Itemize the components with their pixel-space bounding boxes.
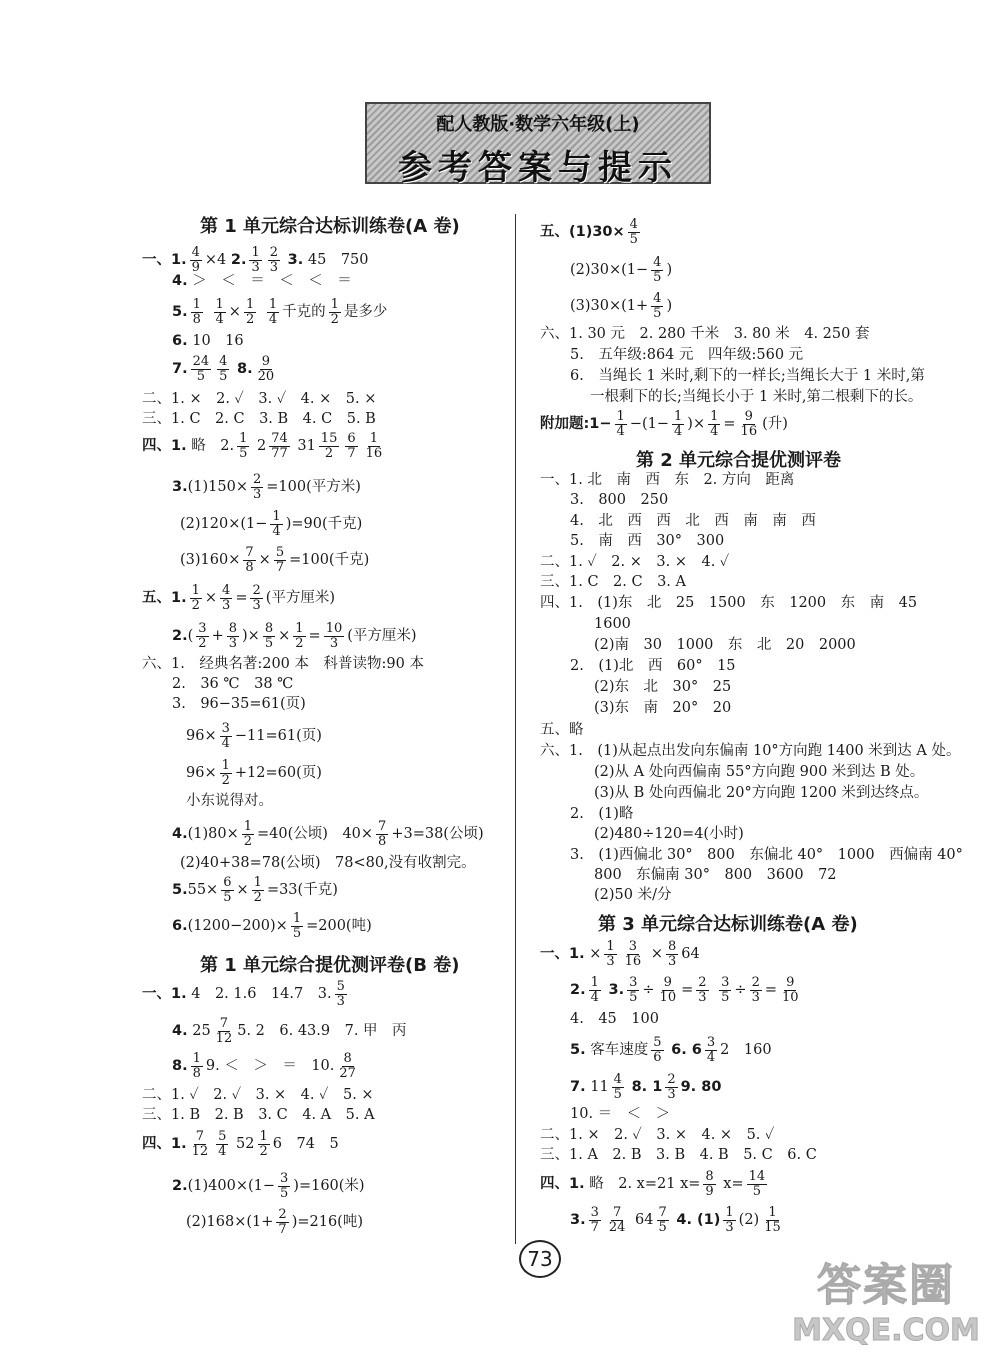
fraction-numerator: 24 — [192, 354, 210, 369]
fraction-denominator: 5 — [264, 635, 274, 651]
fraction-numerator: 7 — [378, 819, 387, 834]
answer-line: 2.( $\frac{3}{2}$ + $\frac{8}{3}$ )× $\frac{8}{5}$ × $\frac{1}{2}$ = $\frac{10}{3}$ (平方厘米) — [172, 621, 417, 651]
answer-line: 2. (1)北 西 60° 15 — [570, 658, 736, 674]
fraction-numerator: 2 — [269, 245, 279, 260]
fraction-numerator: 6 — [347, 431, 356, 446]
fraction-denominator: 3 — [606, 953, 615, 969]
fraction-denominator: 5 — [613, 1086, 622, 1102]
answer-line: (2)30×(1− $\frac{4}{5}$ ) — [570, 255, 673, 285]
fraction — [750, 976, 762, 1004]
fraction-numerator: 1 — [710, 409, 719, 424]
fraction-numerator: 6 — [223, 875, 232, 890]
fraction — [615, 410, 627, 438]
fraction-denominator: 5 — [219, 368, 228, 384]
fraction-numerator: 1 — [725, 1205, 734, 1220]
fraction-numerator: 7 — [219, 1016, 229, 1031]
fraction — [628, 218, 640, 246]
header-title: 参考答案与提示 — [398, 148, 678, 188]
answer-line: 六、1. 30 元 2. 280 千米 3. 80 米 4. 250 套 — [540, 326, 870, 342]
fraction-denominator: 10 — [782, 989, 799, 1005]
fraction — [221, 876, 233, 904]
answer-line: 5. 五年级:864 元 四年级:560 元 — [570, 347, 804, 363]
answer-line: 5.55× $\frac{6}{5}$ × $\frac{1}{2}$ =33(千克) — [172, 875, 338, 905]
fraction-denominator: 7 — [590, 1219, 599, 1235]
fraction-denominator: 2 — [221, 772, 230, 788]
fraction-denominator: 7 — [347, 445, 356, 461]
fraction-numerator: 74 — [271, 431, 288, 446]
fraction — [319, 432, 340, 460]
fraction — [291, 912, 303, 940]
fraction-numerator: 3 — [706, 1035, 716, 1050]
fraction-numerator: 3 — [628, 939, 638, 954]
fraction-numerator: 5 — [218, 1129, 227, 1144]
fraction — [657, 1206, 669, 1234]
fraction — [708, 410, 720, 438]
fraction — [190, 246, 202, 274]
fraction-numerator: 1 — [606, 939, 615, 954]
answer-line: 6. 当绳长 1 米时,剩下的一样长;当绳长大于 1 米时,第 — [570, 368, 925, 384]
answer-line: (2)480÷120=4(小时) — [594, 826, 744, 842]
fraction-denominator: 2 — [243, 833, 253, 849]
answer-line: (2)南 30 1000 东 北 20 2000 — [594, 637, 856, 653]
fraction — [258, 1130, 270, 1158]
fraction-numerator: 1 — [674, 409, 683, 424]
fraction-numerator: 2 — [698, 975, 707, 990]
answer-line: (3)东 南 20° 20 — [594, 700, 732, 716]
answer-line: 4. ＞ ＜ ＝ ＜ ＜ ＝ — [172, 273, 352, 289]
fraction-denominator: 8 — [378, 833, 387, 849]
fraction-denominator: 4 — [272, 523, 281, 539]
fraction — [276, 1208, 288, 1236]
answer-line: 4. 45 100 — [570, 1011, 659, 1027]
fraction-numerator: 1 — [221, 758, 230, 773]
header-subtitle: 配人教版·数学六年级(上) — [436, 114, 640, 135]
fraction-denominator: 5 — [196, 368, 206, 384]
fraction-denominator: 2 — [253, 889, 262, 905]
fraction-numerator: 3 — [280, 1171, 289, 1186]
section-heading-unit1-a: 第 1 单元综合达标训练卷(A 卷) — [200, 216, 460, 237]
answer-line: 六、1. 经典名著:200 本 科普读物:90 本 — [142, 656, 424, 672]
answer-line: (3)从 B 处向西偏北 20°方向跑 1200 米到达终点。 — [594, 785, 929, 801]
fraction-denominator: 3 — [725, 1219, 734, 1235]
fraction-numerator: 1 — [259, 1129, 268, 1144]
answer-line: 2. $\frac{1}{4}$ 3. $\frac{3}{5}$ ÷ $\frac{9}{10}$ = $\frac{2}{3}$ $\frac{3}{5}$ ÷ $\frac{2}{3}$ = $\frac{9}{10}$ — [570, 975, 799, 1005]
answer-line: 4. 北 西 西 北 西 南 南 西 — [570, 513, 816, 529]
fraction-denominator: 9 — [705, 1183, 714, 1199]
fraction-denominator: 5 — [292, 925, 302, 941]
page-number — [510, 1240, 570, 1280]
fraction-denominator: 77 — [271, 445, 288, 461]
fraction — [665, 1073, 677, 1101]
fraction-numerator: 4 — [653, 291, 662, 306]
answer-line: 一、1. × $\frac{1}{3}$ $\frac{3}{16}$ × $\frac{8}{3}$ 64 — [540, 939, 700, 969]
answer-line: 三、1. C 2. C 3. B 4. C 5. B — [142, 411, 376, 427]
fraction-numerator: 1 — [369, 431, 379, 446]
fraction-denominator: 5 — [629, 231, 638, 247]
fraction — [658, 976, 679, 1004]
answer-line: 小东说得对。 — [186, 793, 273, 809]
fraction — [243, 546, 255, 574]
fraction — [719, 976, 731, 1004]
answer-line: (2)40+38=78(公顷) 78<80,没有收割完。 — [180, 855, 476, 871]
fraction — [666, 940, 678, 968]
fraction-numerator: 1 — [272, 509, 281, 524]
answer-line: 二、1. × 2. ✓ 3. × 4. × 5. ✓ — [540, 1127, 775, 1143]
fraction-numerator: 1 — [590, 975, 599, 990]
answer-line: 3. $\frac{3}{7}$ $\frac{7}{24}$ 64 $\frac{7}{5}$ 4. (1) $\frac{1}{3}$ (2) $\frac{1}{15}$ — [570, 1205, 781, 1235]
answer-line: 四、1. 略 2. $\frac{1}{5}$ 2 $\frac{74}{77}$ 31 $\frac{15}{2}$ $\frac{6}{7}$ $\frac{1}{16}$ — [142, 431, 383, 461]
fraction-numerator: 1 — [768, 1205, 777, 1220]
watermark-url: MXQE.COM — [792, 1313, 980, 1348]
fraction — [278, 1172, 290, 1200]
fraction — [612, 1073, 624, 1101]
answer-line: 6.(1200−200)× $\frac{1}{5}$ =200(吨) — [172, 911, 372, 941]
fraction — [242, 820, 254, 848]
fraction-denominator: 16 — [740, 423, 758, 439]
answer-line: 5. 客车速度 $\frac{5}{6}$ 6. 6 $\frac{3}{4}$ 2 160 — [570, 1035, 772, 1065]
fraction-denominator: 2 — [295, 635, 304, 651]
fraction — [268, 246, 280, 274]
fraction-numerator: 8 — [343, 1051, 352, 1066]
fraction-denominator: 2 — [324, 445, 334, 461]
fraction — [739, 410, 760, 438]
fraction-numerator: 2 — [751, 975, 760, 990]
answer-line: 四、1. 略 2. x=21 x= $\frac{8}{9}$ x= $\frac{14}{5}$ — [540, 1169, 766, 1199]
answer-line: 3. 800 250 — [570, 492, 669, 508]
fraction — [191, 1052, 203, 1080]
answer-line: 1600 — [594, 616, 631, 632]
fraction-denominator: 15 — [764, 1219, 781, 1235]
answer-line: 一、1. $\frac{4}{9}$ ×4 2. $\frac{1}{3}$ $\frac{2}{3}$ 3. 45 750 — [142, 245, 369, 275]
fraction — [270, 510, 282, 538]
fraction — [780, 976, 801, 1004]
answer-line: 一、1. 北 南 西 东 2. 方向 距离 — [540, 472, 795, 488]
fraction-numerator: 15 — [320, 431, 338, 446]
fraction — [696, 976, 708, 1004]
fraction-numerator: 9 — [786, 975, 795, 990]
fraction-numerator: 9 — [744, 409, 753, 424]
answer-line: 96× $\frac{3}{4}$ −11=61(页) — [186, 721, 322, 751]
fraction — [604, 940, 616, 968]
answer-line: 六、1. (1)从起点出发向东偏南 10°方向跑 1400 米到达 A 处。 — [540, 743, 961, 759]
fraction-denominator: 2 — [330, 311, 339, 327]
answer-line: 3.(1)150× $\frac{2}{3}$ =100(平方米) — [172, 472, 361, 502]
answer-line: 3. 96−35=61(页) — [172, 696, 306, 712]
fraction — [237, 432, 249, 460]
fraction — [329, 298, 341, 326]
fraction — [191, 355, 212, 383]
fraction — [274, 546, 286, 574]
answer-line: 三、1. C 2. C 3. A — [540, 574, 686, 590]
fraction-numerator: 2 — [252, 583, 261, 598]
header-banner — [365, 102, 711, 188]
fraction-numerator: 8 — [264, 621, 274, 636]
fraction-numerator: 2 — [252, 472, 262, 487]
fraction-denominator: 4 — [221, 735, 230, 751]
fraction — [220, 759, 232, 787]
answer-line: 96× $\frac{1}{2}$ +12=60(页) — [186, 758, 322, 788]
fraction — [589, 1206, 601, 1234]
fraction-numerator: 3 — [221, 721, 230, 736]
fraction — [214, 298, 226, 326]
fraction-denominator: 3 — [698, 989, 707, 1005]
answer-line: 3. (1)西偏北 30° 800 东偏北 40° 1000 西偏南 40° — [570, 847, 963, 863]
fraction-numerator: 1 — [215, 297, 224, 312]
fraction-denominator: 2 — [259, 1143, 268, 1159]
fraction — [623, 940, 644, 968]
answer-line: 二、1. ✓ 2. × 3. × 4. ✓ — [540, 554, 730, 570]
answer-line: (2)东 北 30° 25 — [594, 679, 732, 695]
answer-line: 一、1. 4 2. 1.6 14.7 3. $\frac{5}{3}$ — [142, 979, 345, 1009]
fraction-denominator: 4 — [616, 423, 625, 439]
fraction — [703, 1170, 715, 1198]
fraction — [651, 256, 663, 284]
fraction-denominator: 16 — [624, 953, 642, 969]
answer-line: 2. (1)略 — [570, 806, 634, 822]
answer-line: 五、略 — [540, 722, 584, 738]
fraction — [651, 1036, 663, 1064]
fraction-numerator: 1 — [239, 431, 248, 446]
fraction-denominator: 3 — [228, 635, 237, 651]
answer-line: (3)160× $\frac{7}{8}$ × $\frac{5}{7}$ =100(千克) — [180, 545, 370, 575]
fraction-denominator: 4 — [268, 311, 278, 327]
fraction-denominator: 16 — [365, 445, 383, 461]
fraction-numerator: 1 — [245, 297, 255, 312]
answer-line: 五、1. $\frac{1}{2}$ × $\frac{4}{3}$ = $\frac{2}{3}$ (平方厘米) — [142, 583, 336, 613]
fraction-denominator: 5 — [721, 989, 730, 1005]
fraction-denominator: 4 — [218, 1143, 227, 1159]
fraction-numerator: 1 — [192, 297, 201, 312]
fraction-denominator: 5 — [653, 305, 662, 321]
fraction-denominator: 4 — [706, 1049, 716, 1065]
fraction — [324, 622, 345, 650]
fraction-denominator: 2 — [191, 597, 200, 613]
fraction-numerator: 1 — [295, 621, 304, 636]
fraction — [252, 876, 264, 904]
answer-line: 2.(1)400×(1− $\frac{3}{5}$ )=160(米) — [172, 1171, 365, 1201]
fraction — [269, 432, 290, 460]
fraction — [220, 722, 232, 750]
fraction-denominator: 5 — [629, 989, 638, 1005]
fraction-numerator: 1 — [268, 297, 278, 312]
answer-line: 五、(1)30× $\frac{4}{5}$ — [540, 217, 638, 247]
fraction — [762, 1206, 783, 1234]
fraction-numerator: 1 — [253, 875, 262, 890]
fraction — [263, 622, 275, 650]
fraction-denominator: 12 — [215, 1030, 233, 1046]
fraction-numerator: 10 — [325, 621, 343, 636]
fraction-denominator: 4 — [215, 311, 224, 327]
answer-line: 7. 11 $\frac{4}{5}$ 8. 1 $\frac{2}{3}$ 9. 80 — [570, 1072, 722, 1102]
fraction-denominator: 7 — [275, 559, 285, 575]
fraction-numerator: 1 — [251, 245, 260, 260]
answer-line: 四、1. (1)东 北 25 1500 东 1200 东 南 45 — [540, 595, 918, 611]
fraction-denominator: 5 — [658, 1219, 667, 1235]
section-heading-unit1-b: 第 1 单元综合提优测评卷(B 卷) — [200, 955, 460, 976]
fraction — [190, 1130, 211, 1158]
fraction — [335, 980, 347, 1008]
answer-line: 二、1. × 2. ✓ 3. ✓ 4. × 5. × — [142, 391, 377, 407]
fraction-denominator: 2 — [245, 311, 255, 327]
fraction-numerator: 5 — [336, 979, 345, 994]
fraction — [672, 410, 684, 438]
answer-line: 7. $\frac{24}{5}$ $\frac{4}{5}$ 8. $\frac{9}{20}$ — [172, 354, 275, 384]
fraction — [705, 1036, 717, 1064]
fraction-denominator: 6 — [653, 1049, 662, 1065]
answer-line: 8. $\frac{1}{8}$ 9. ＜ ＞ ＝ 10. $\frac{8}{27}$ — [172, 1051, 356, 1081]
fraction-numerator: 8 — [667, 939, 677, 954]
answer-line: 800 东偏南 30° 800 3600 72 — [594, 867, 837, 883]
fraction — [337, 1052, 358, 1080]
fraction — [293, 622, 305, 650]
fraction-denominator: 4 — [674, 423, 683, 439]
fraction-numerator: 4 — [191, 245, 200, 260]
fraction-numerator: 9 — [261, 354, 271, 369]
answer-line: 6. 10 16 — [172, 333, 244, 349]
fraction-denominator: 10 — [659, 989, 677, 1005]
column-divider — [515, 214, 516, 1244]
fraction-numerator: 3 — [590, 1205, 599, 1220]
answer-line: 5. 南 西 30° 300 — [570, 533, 725, 549]
fraction — [249, 246, 261, 274]
fraction — [376, 820, 388, 848]
fraction-denominator: 5 — [239, 445, 248, 461]
fraction — [345, 432, 357, 460]
fraction-numerator: 3 — [721, 975, 730, 990]
fraction — [364, 432, 385, 460]
fraction-denominator: 3 — [667, 1086, 676, 1102]
fraction — [589, 976, 601, 1004]
fraction — [190, 584, 202, 612]
fraction-denominator: 4 — [590, 989, 599, 1005]
fraction — [256, 355, 277, 383]
answer-line: 4.(1)80× $\frac{1}{2}$ =40(公顷) 40× $\frac{7}{8}$ +3=38(公顷) — [172, 819, 484, 849]
fraction-denominator: 3 — [222, 597, 231, 613]
fraction-numerator: 14 — [748, 1169, 766, 1184]
fraction — [250, 584, 262, 612]
fraction-numerator: 3 — [629, 975, 638, 990]
fraction-numerator: 4 — [613, 1072, 622, 1087]
fraction-numerator: 1 — [243, 819, 253, 834]
fraction-numerator: 9 — [663, 975, 672, 990]
fraction-denominator: 3 — [751, 989, 760, 1005]
fraction — [651, 292, 663, 320]
fraction-numerator: 4 — [629, 217, 638, 232]
fraction — [214, 1017, 235, 1045]
answer-line: (2)50 米/分 — [594, 887, 672, 903]
fraction — [227, 622, 239, 650]
answer-line: (2)120×(1− $\frac{1}{4}$ )=90(千克) — [180, 509, 363, 539]
answer-line: 一根剩下的长;当绳长小于 1 米时,第二根剩下的长。 — [590, 389, 923, 405]
fraction-denominator: 3 — [252, 597, 261, 613]
fraction-denominator: 5 — [280, 1185, 289, 1201]
fraction-numerator: 4 — [222, 583, 231, 598]
fraction-numerator: 8 — [705, 1169, 714, 1184]
page-number-badge: 73 — [519, 1240, 561, 1278]
fraction — [191, 298, 203, 326]
fraction-denominator: 2 — [198, 635, 207, 651]
fraction-numerator: 7 — [195, 1129, 205, 1144]
fraction-denominator: 8 — [192, 311, 201, 327]
fraction — [627, 976, 639, 1004]
fraction-denominator: 12 — [191, 1143, 209, 1159]
fraction-numerator: 5 — [275, 545, 285, 560]
answer-line: 三、1. A 2. B 3. B 4. B 5. C 6. C — [540, 1147, 817, 1163]
fraction-denominator: 3 — [336, 993, 345, 1009]
fraction-denominator: 8 — [192, 1065, 201, 1081]
fraction-numerator: 7 — [245, 545, 254, 560]
fraction-numerator: 3 — [198, 621, 207, 636]
fraction — [747, 1170, 768, 1198]
fraction-numerator: 2 — [667, 1072, 676, 1087]
answer-line: 4. 25 $\frac{7}{12}$ 5. 2 6. 43.9 7. 甲 丙 — [172, 1016, 407, 1046]
watermark-text: 答案圈 — [817, 1260, 955, 1311]
answer-line: (2)168×(1+ $\frac{2}{7}$ )=216(吨) — [186, 1207, 363, 1237]
fraction-denominator: 3 — [269, 259, 279, 275]
answer-line: (3)30×(1+ $\frac{4}{5}$ ) — [570, 291, 673, 321]
fraction-numerator: 4 — [219, 354, 228, 369]
section-heading-unit3-a: 第 3 单元综合达标训练卷(A 卷) — [598, 914, 858, 935]
fraction-denominator: 3 — [667, 953, 677, 969]
fraction — [244, 298, 256, 326]
fraction-denominator: 4 — [710, 423, 719, 439]
answer-line: 10. ＝ ＜ ＞ — [570, 1106, 671, 1122]
fraction-numerator: 4 — [653, 255, 662, 270]
fraction-numerator: 7 — [658, 1205, 667, 1220]
fraction — [220, 584, 232, 612]
answer-line: 附加题:1− $\frac{1}{4}$ −(1− $\frac{1}{4}$ )× $\frac{1}{4}$ = $\frac{9}{16}$ (升) — [540, 409, 788, 439]
fraction-denominator: 3 — [329, 635, 339, 651]
fraction-numerator: 7 — [613, 1205, 622, 1220]
fraction-denominator: 5 — [653, 269, 662, 285]
fraction — [216, 1130, 228, 1158]
fraction — [267, 298, 279, 326]
fraction-numerator: 8 — [228, 621, 237, 636]
fraction-denominator: 3 — [251, 259, 260, 275]
fraction-denominator: 24 — [608, 1219, 626, 1235]
fraction-numerator: 1 — [616, 409, 625, 424]
answer-line: 5. $\frac{1}{8}$ $\frac{1}{4}$ × $\frac{1}{2}$ $\frac{1}{4}$ 千克的 $\frac{1}{2}$ 是多少 — [172, 297, 388, 327]
answer-line: 二、1. ✓ 2. ✓ 3. × 4. ✓ 5. × — [142, 1087, 374, 1103]
fraction-numerator: 1 — [292, 911, 302, 926]
fraction — [723, 1206, 735, 1234]
fraction — [251, 473, 263, 501]
answer-line: 2. 36 ℃ 38 ℃ — [172, 676, 294, 692]
fraction-denominator: 5 — [752, 1183, 762, 1199]
fraction-numerator: 1 — [192, 1051, 201, 1066]
fraction-denominator: 9 — [191, 259, 200, 275]
fraction-denominator: 27 — [339, 1065, 356, 1081]
fraction — [196, 622, 208, 650]
fraction-denominator: 3 — [252, 486, 262, 502]
fraction — [217, 355, 229, 383]
fraction-denominator: 8 — [245, 559, 254, 575]
answer-line: 三、1. B 2. B 3. C 4. A 5. A — [142, 1107, 375, 1123]
fraction-denominator: 20 — [257, 368, 275, 384]
fraction-denominator: 5 — [223, 889, 232, 905]
fraction-denominator: 7 — [278, 1221, 287, 1237]
watermark-logo — [786, 1249, 986, 1348]
section-heading-unit2: 第 2 单元综合提优测评卷 — [636, 450, 842, 471]
fraction-numerator: 1 — [330, 297, 339, 312]
fraction-numerator: 5 — [653, 1035, 662, 1050]
fraction-numerator: 2 — [278, 1207, 287, 1222]
answer-line: (2)从 A 处向西偏南 55°方向跑 900 米到达 B 处。 — [594, 764, 925, 780]
fraction — [607, 1206, 628, 1234]
fraction-numerator: 1 — [191, 583, 200, 598]
answer-line: 四、1. $\frac{7}{12}$ $\frac{5}{4}$ 52 $\frac{1}{2}$ 6 74 5 — [142, 1129, 339, 1159]
